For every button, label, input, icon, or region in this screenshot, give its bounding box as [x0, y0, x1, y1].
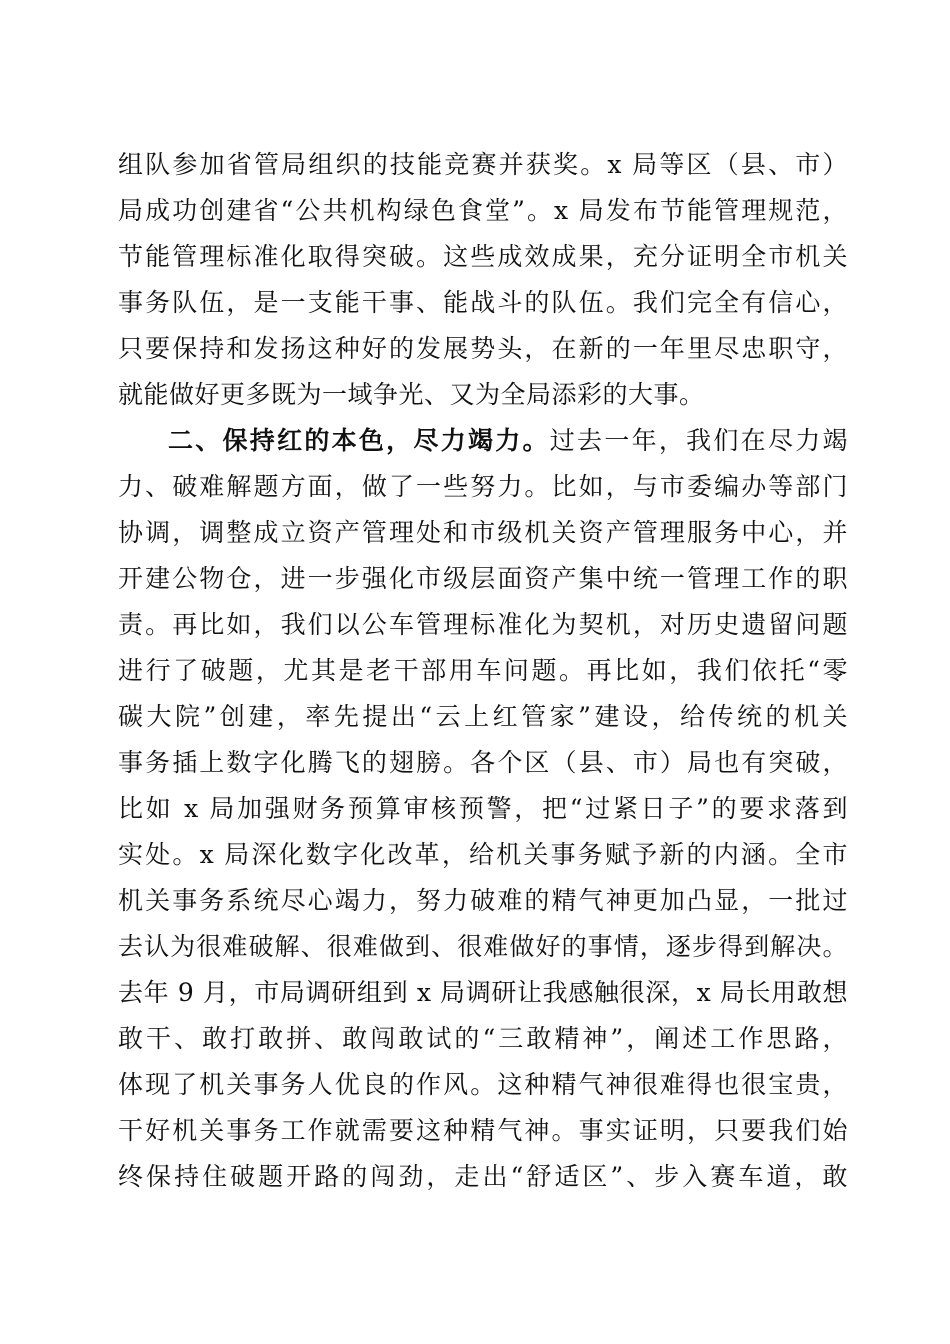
paragraph-1-line-2: 局成功创建省“公共机构绿色食堂”。x 局发布节能管理规范，	[118, 196, 848, 225]
section-2-line-12: 去认为很难破解、很难做到、很难做好的事情，逐步得到解决。	[118, 932, 848, 961]
section-2-line-11: 机关事务系统尽心竭力，努力破难的精气神更加凸显，一批过	[118, 886, 848, 915]
section-2-line-16: 干好机关事务工作就需要这种精气神。事实证明，只要我们始	[118, 1116, 848, 1145]
paragraph-1-line-5: 只要保持和发扬这种好的发展势头，在新的一年里尽忠职守，	[118, 334, 848, 363]
section-2-line-7: 碳大院”创建，率先提出“云上红管家”建设，给传统的机关	[118, 702, 848, 731]
section-2-line-13: 去年 9 月，市局调研组到 x 局调研让我感触很深，x 局长用敢想	[118, 978, 848, 1007]
section-2-line-5: 责。再比如，我们以公车管理标准化为契机，对历史遗留问题	[118, 610, 848, 639]
section-2-line-14: 敢干、敢打敢拼、敢闯敢试的“三敢精神”，阐述工作思路，	[118, 1024, 848, 1053]
section-2-line-15: 体现了机关事务人优良的作风。这种精气神很难得也很宝贵，	[118, 1070, 848, 1099]
section-2-line-17: 终保持住破题开路的闯劲，走出“舒适区”、步入赛车道，敢	[118, 1162, 848, 1191]
section-2-line-4: 开建公物仓，进一步强化市级层面资产集中统一管理工作的职	[118, 564, 848, 593]
paragraph-1-line-1: 组队参加省管局组织的技能竞赛并获奖。x 局等区（县、市）	[118, 150, 848, 179]
paragraph-1-line-3: 节能管理标准化取得突破。这些成效成果，充分证明全市机关	[118, 242, 848, 271]
section-2-line-3: 协调，调整成立资产管理处和市级机关资产管理服务中心，并	[118, 518, 848, 547]
section-2-line-10: 实处。x 局深化数字化改革，给机关事务赋予新的内涵。全市	[118, 840, 848, 869]
document-body	[118, 142, 848, 1200]
section-2-line-2: 力、破难解题方面，做了一些努力。比如，与市委编办等部门	[118, 472, 848, 501]
section-2-heading: 二、保持红的本色，尽力竭力。	[168, 426, 550, 455]
section-2-first-line-text: 过去一年，我们在尽力竭	[549, 426, 848, 455]
section-2-line-6: 进行了破题，尤其是老干部用车问题。再比如，我们依托“零	[118, 656, 848, 685]
paragraph-1-line-4: 事务队伍，是一支能干事、能战斗的队伍。我们完全有信心，	[118, 288, 848, 317]
section-2-first-line	[118, 418, 848, 464]
section-2-line-9: 比如 x 局加强财务预算审核预警，把“过紧日子”的要求落到	[118, 794, 848, 823]
paragraph-1-line-6: 就能做好更多既为一域争光、又为全局添彩的大事。	[118, 380, 705, 409]
section-2-line-8: 事务插上数字化腾飞的翅膀。各个区（县、市）局也有突破，	[118, 748, 848, 777]
